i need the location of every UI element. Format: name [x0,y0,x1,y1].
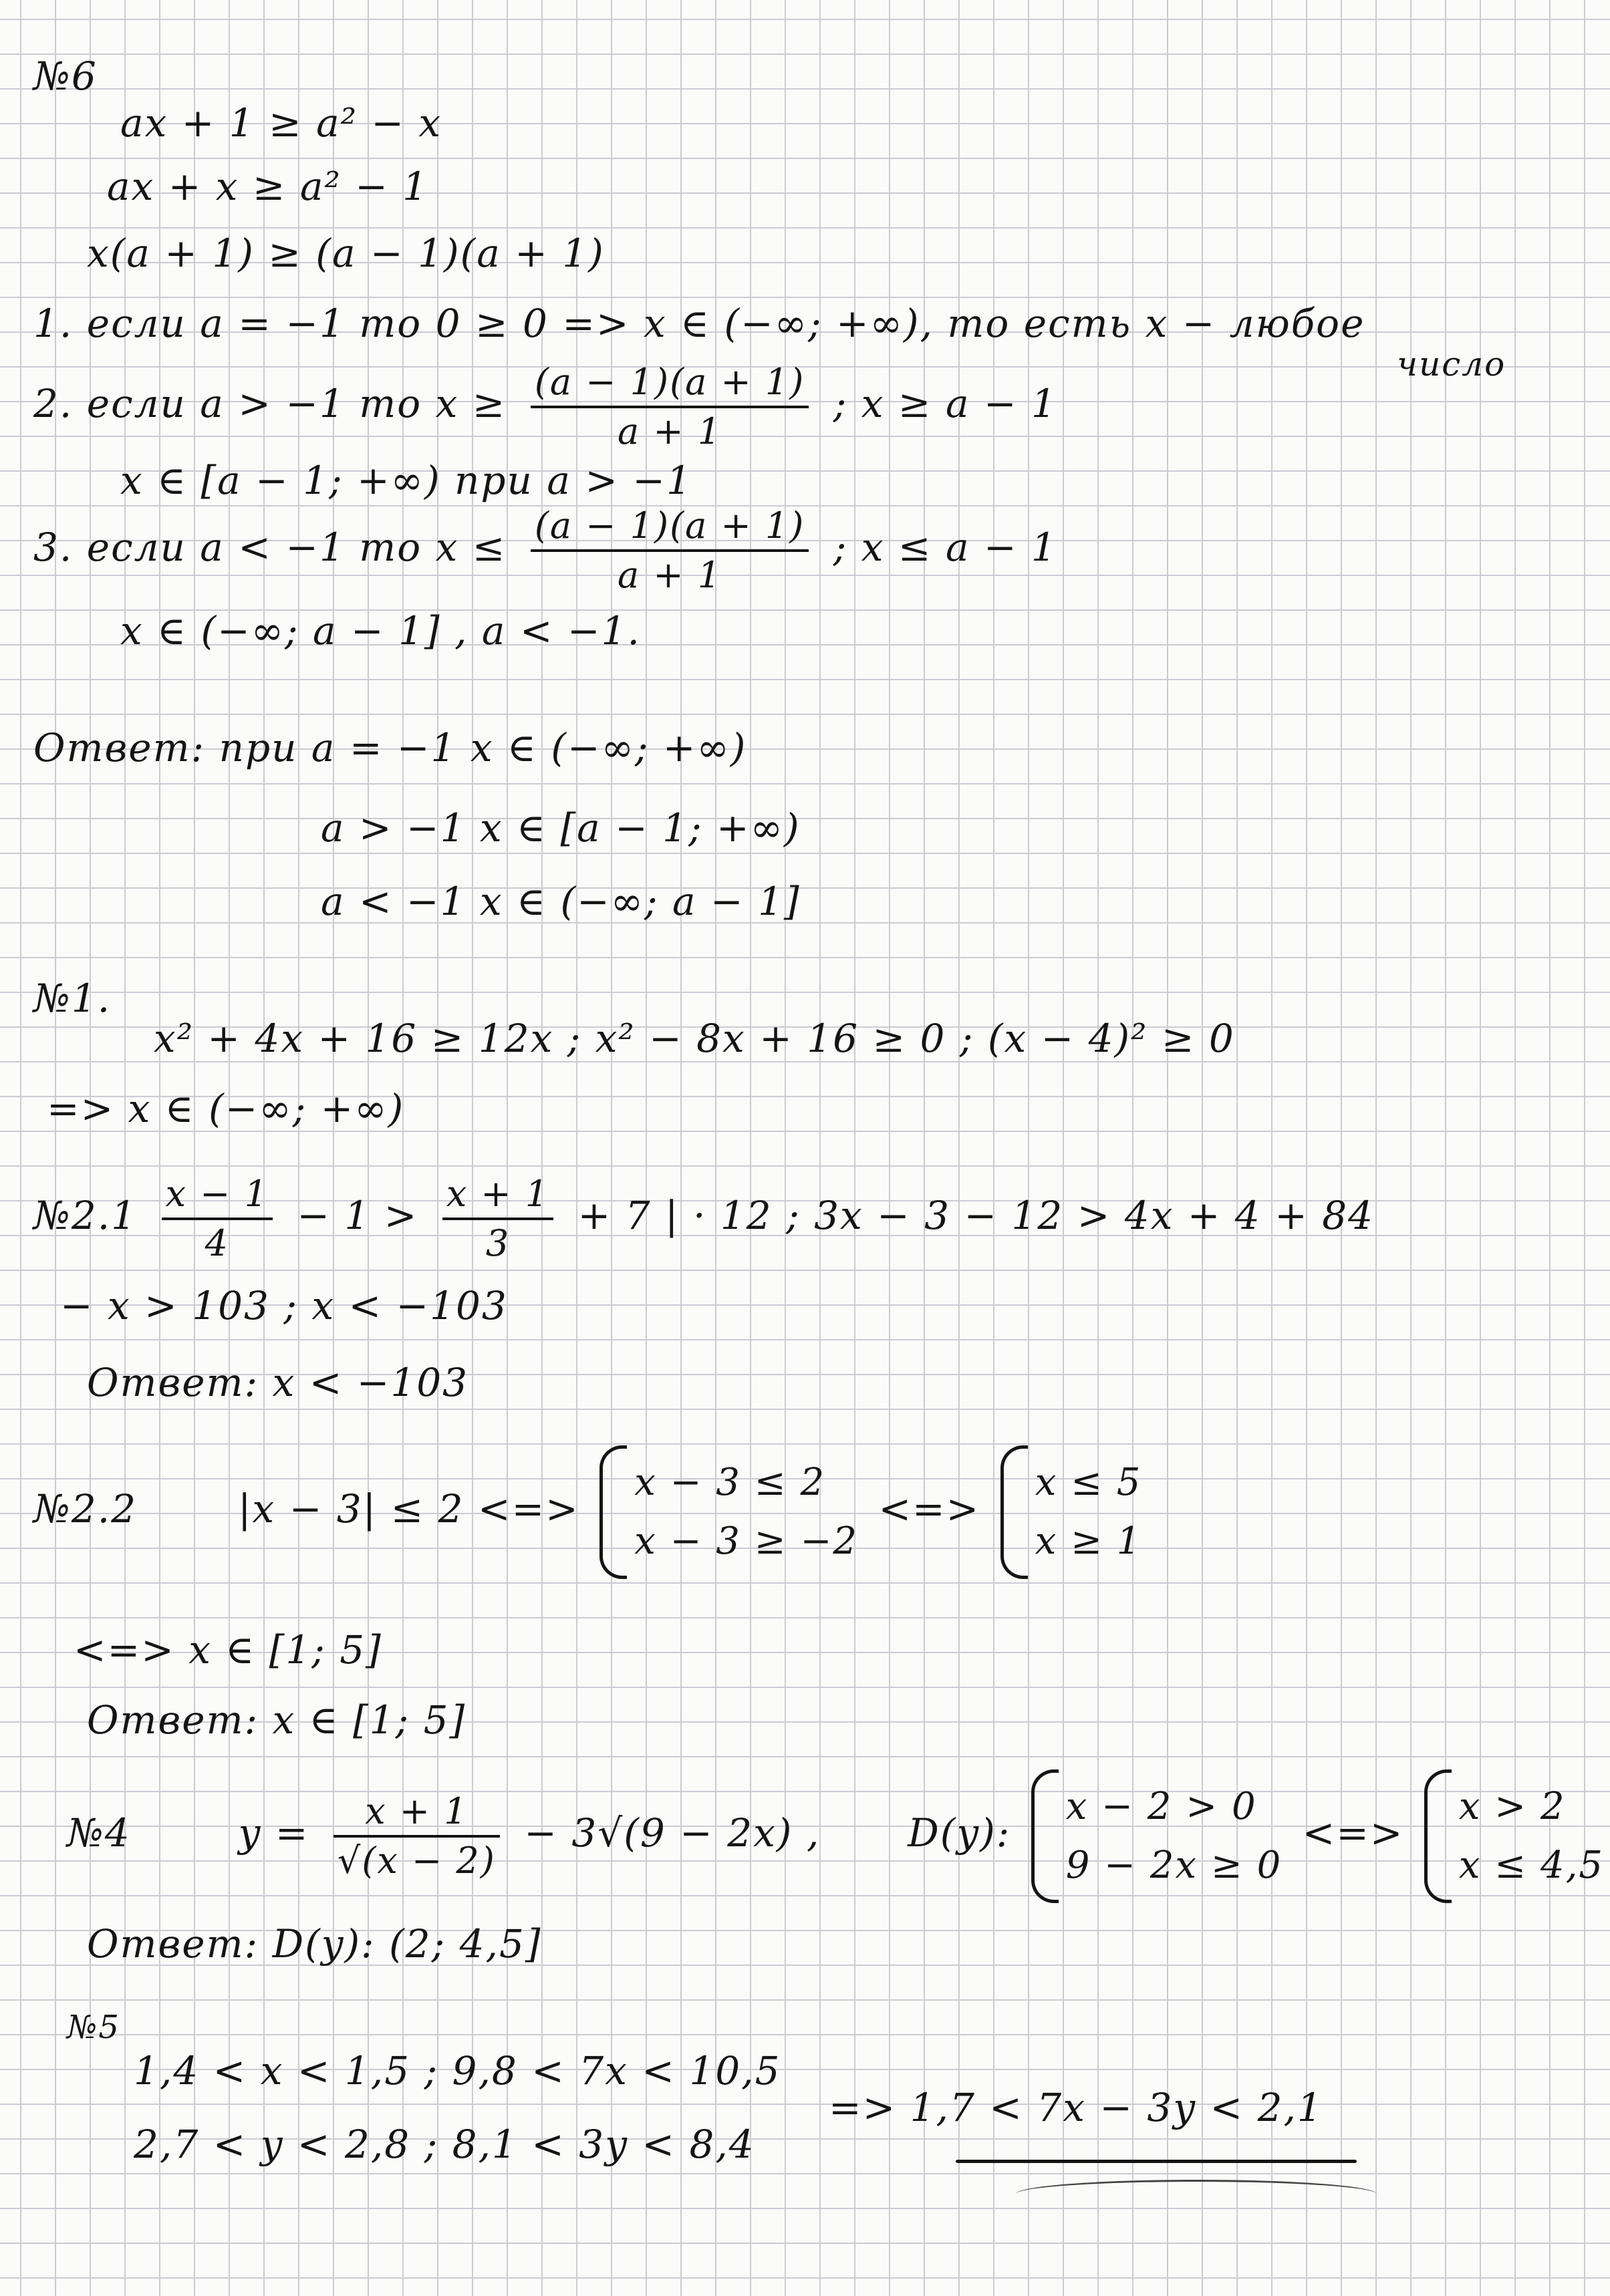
fraction-denominator: √(x − 2) [337,1840,496,1882]
left-brace [1424,1769,1452,1903]
task4-system1 [1031,1777,1283,1895]
task22-system1 [599,1453,858,1571]
task6-case3-result: x ∈ (−∞; a − 1] , a < −1. [120,608,641,654]
task6-case1-word: число [1397,345,1506,384]
fraction-numerator: (a − 1)(a + 1) [531,508,809,552]
task21-end: + 7 | · 12 ; 3x − 3 − 12 > 4x + 4 + 84 [577,1193,1375,1239]
task5-result: => 1,7 < 7x − 3y < 2,1 [829,2085,1323,2130]
task6-line1: ax + 1 ≥ a² − x [120,100,442,146]
task22-line1 [33,1453,1148,1571]
task6-case3-start: 3. если a < −1 то x ≤ [33,525,507,571]
fraction-denominator: a + 1 [618,410,722,452]
task22-system2 [1000,1453,1142,1571]
task6-case3 [33,505,1057,596]
left-brace [1031,1769,1059,1903]
task4-y: y = [238,1810,309,1856]
system-row: x ≤ 4,5 [1458,1844,1605,1887]
result-underline-arc [1016,2180,1377,2208]
task6-case2-fraction [531,361,809,452]
task6-number: №6 [33,53,98,99]
task1-line2: => x ∈ (−∞; +∞) [47,1086,405,1131]
fraction-denominator: 4 [205,1222,229,1264]
task4-answer: Ответ: D(y): (2; 4,5] [87,1921,542,1967]
task22-number: №2.2 [33,1486,138,1532]
system-row: x − 3 ≤ 2 [634,1461,826,1504]
left-brace [1000,1445,1028,1579]
task6-case3-end: ; x ≤ a − 1 [833,525,1057,571]
task21-line2: − x > 103 ; x < −103 [60,1283,508,1328]
task5-line2: 2,7 < y < 2,8 ; 8,1 < 3y < 8,4 [134,2122,755,2167]
task6-case2-result: x ∈ [a − 1; +∞) при a > −1 [120,458,692,503]
fraction-numerator: x − 1 [162,1176,273,1220]
task21-answer: Ответ: x < −103 [87,1360,469,1405]
task4-domain: D(y): [908,1810,1011,1856]
task4-arrow: <=> [1302,1810,1404,1856]
fraction-denominator: a + 1 [618,554,722,596]
fraction-denominator: 3 [485,1222,511,1264]
task6-line3: x(a + 1) ≥ (a − 1)(a + 1) [87,231,605,276]
task22-answer: Ответ: x ∈ [1; 5] [87,1697,466,1743]
task6-line2: ax + x ≥ a² − 1 [107,164,429,209]
task6-case2-start: 2. если a > −1 то x ≥ [33,381,507,427]
task4-system2 [1424,1777,1604,1895]
task6-answer-line1: Ответ: при a = −1 x ∈ (−∞; +∞) [33,725,747,770]
task21-fraction-a [162,1173,273,1264]
task21-middle: − 1 > [297,1193,418,1239]
task22-arrow: <=> [878,1486,980,1532]
task5-number: №5 [67,2009,120,2046]
task21-number: №2.1 [33,1193,138,1239]
task1-number: №1. [33,976,112,1021]
system-row: x − 2 > 0 [1065,1785,1257,1828]
task5-line1: 1,4 < x < 1,5 ; 9,8 < 7x < 10,5 [134,2048,781,2094]
fraction-numerator: (a − 1)(a + 1) [531,364,809,408]
system-row: x ≥ 1 [1035,1520,1142,1563]
task21-fraction-b [442,1173,553,1264]
task6-answer-line2: a > −1 x ∈ [a − 1; +∞) [321,805,801,851]
task4-line1 [67,1777,1610,1895]
task4-rest: − 3√(9 − 2x) , [524,1810,821,1856]
task6-case2 [33,361,1057,452]
fraction-numerator: x + 1 [333,1793,500,1838]
task22-equation: |x − 3| ≤ 2 <=> [238,1486,579,1532]
task22-line2: <=> x ∈ [1; 5] [74,1627,382,1673]
task6-case3-fraction [531,505,809,596]
task21-line1 [33,1173,1375,1264]
result-underline [956,2160,1357,2163]
system-row: 9 − 2x ≥ 0 [1065,1844,1283,1887]
task6-answer-line3: a < −1 x ∈ (−∞; a − 1] [321,879,801,924]
fraction-numerator: x + 1 [442,1176,553,1220]
task4-number: №4 [67,1810,131,1856]
task6-case2-end: ; x ≥ a − 1 [833,381,1057,427]
task4-fraction [333,1790,500,1882]
system-row: x > 2 [1458,1785,1566,1828]
system-row: x − 3 ≥ −2 [634,1520,859,1563]
task1-line1: x² + 4x + 16 ≥ 12x ; x² − 8x + 16 ≥ 0 ; (x − 4)² ≥ 0 [154,1016,1235,1061]
task6-case1: 1. если a = −1 то 0 ≥ 0 => x ∈ (−∞; +∞), то есть x − любое [33,301,1365,346]
system-row: x ≤ 5 [1035,1461,1142,1504]
left-brace [599,1445,627,1579]
